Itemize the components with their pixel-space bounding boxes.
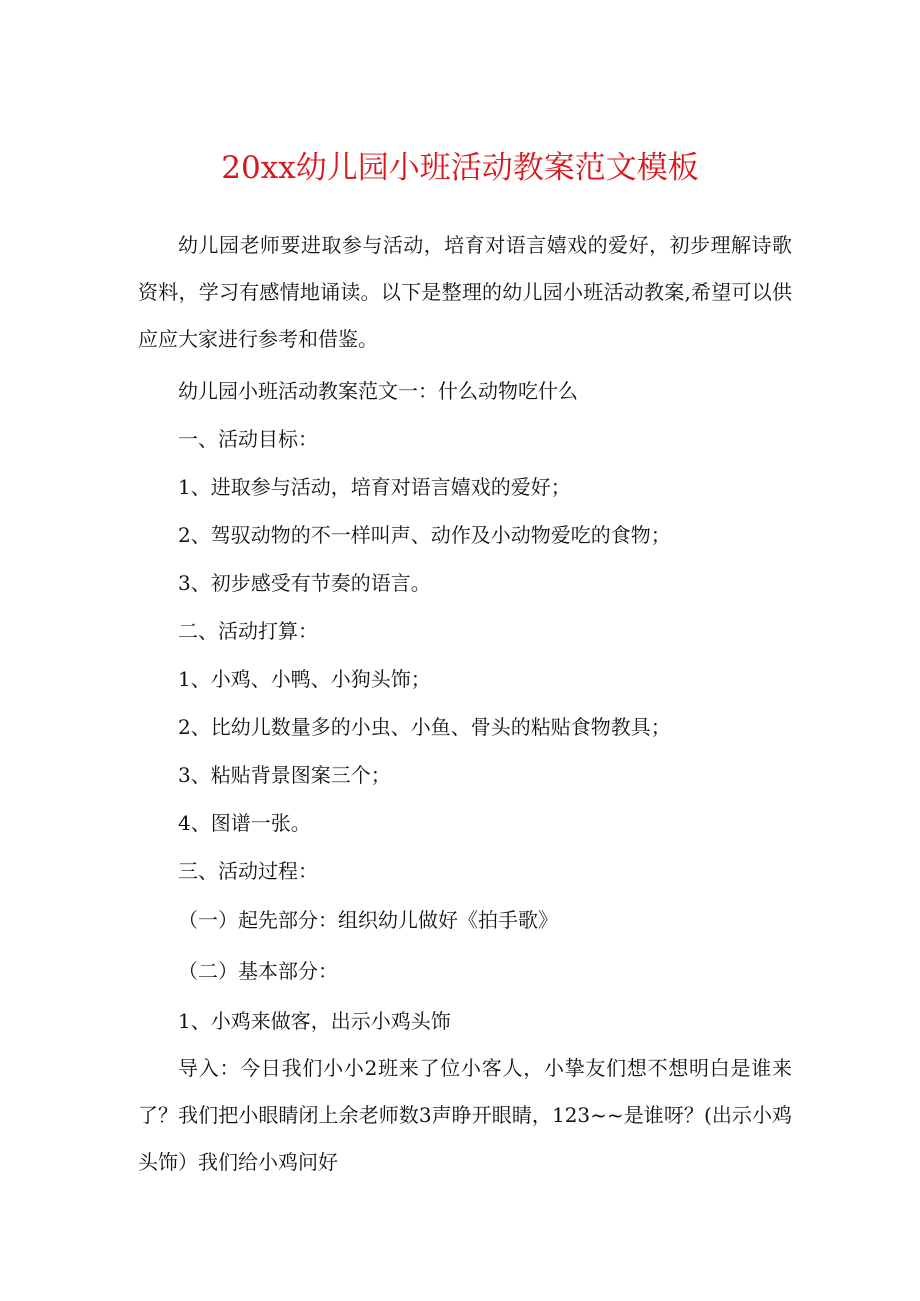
text-line: 三、活动过程： xyxy=(178,859,318,883)
document-body xyxy=(138,222,792,1186)
text-line: 2、驾驭动物的不一样叫声、动作及小动物爱吃的食物； xyxy=(178,523,671,547)
text-line: 3、粘贴背景图案三个； xyxy=(178,763,391,787)
text-line: 一、活动目标： xyxy=(178,427,318,451)
lead-in-paragraph: 导入：今日我们小小2班来了位小客人，小挚友们想不想明白是谁来了？我们把小眼睛闭上余老师数3声睁开眼睛，123~~是谁呀？(出示小鸡头饰）我们给小鸡问好 xyxy=(138,1056,792,1174)
intro-paragraph: 幼儿园老师要进取参与活动，培育对语言嬉戏的爱好，初步理解诗歌资料，学习有感情地诵读。以下是整理的幼儿园小班活动教案,希望可以供应应大家进行参考和借鉴。 xyxy=(138,233,792,351)
text-line: 1、小鸡来做客，出示小鸡头饰 xyxy=(178,1009,451,1033)
text-line: 2、比幼儿数量多的小虫、小鱼、骨头的粘贴食物教具； xyxy=(178,715,671,739)
text-line: （一）起先部分：组织幼儿做好《拍手歌》 xyxy=(178,908,558,932)
text-line: 幼儿园小班活动教案范文一：什么动物吃什么 xyxy=(178,379,578,403)
text-line: 二、活动打算： xyxy=(178,619,318,643)
text-line: 3、初步感受有节奏的语言。 xyxy=(178,571,431,595)
text-line: （二）基本部分： xyxy=(178,959,338,983)
text-line: 4、图谱一张。 xyxy=(178,811,311,835)
text-line: 1、小鸡、小鸭、小狗头饰； xyxy=(178,667,431,691)
text-line: 1、进取参与活动，培育对语言嬉戏的爱好； xyxy=(178,475,571,499)
document-title: 20xx幼儿园小班活动教案范文模板 xyxy=(221,150,699,186)
